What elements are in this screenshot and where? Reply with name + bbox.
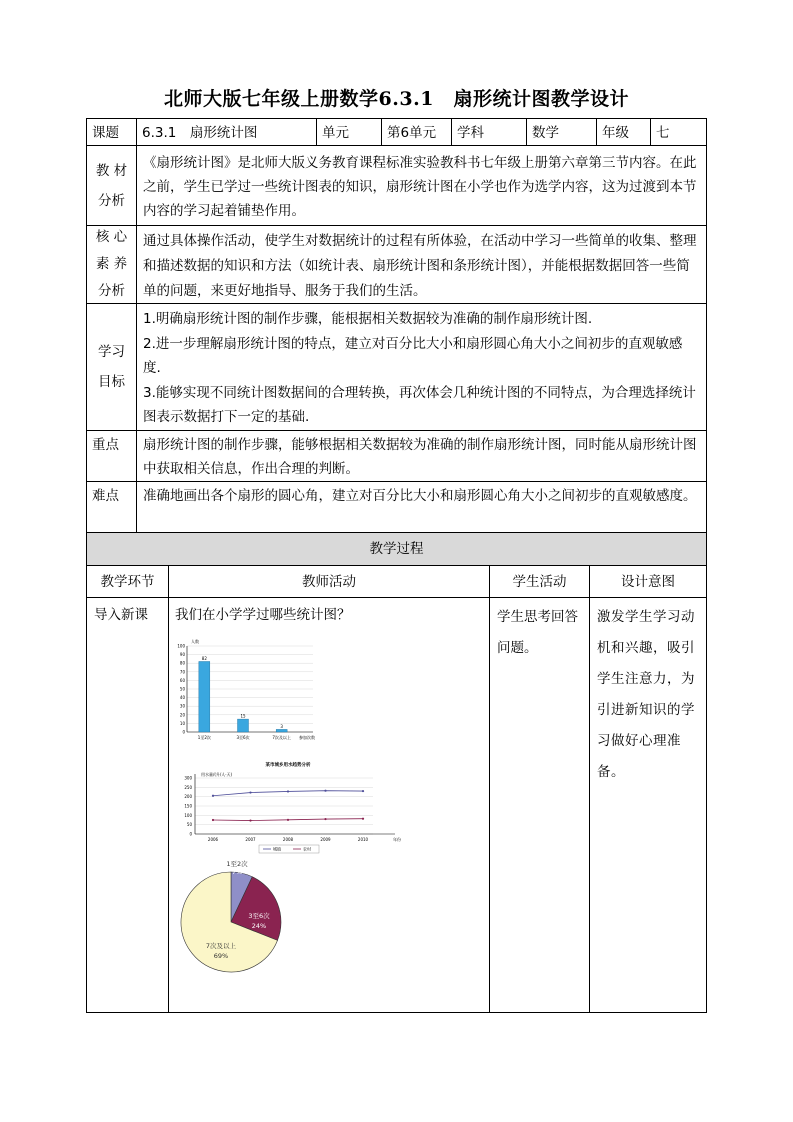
bar xyxy=(276,729,287,732)
bar-data-label: 3 xyxy=(280,723,283,729)
bar-ytick-label: 40 xyxy=(179,695,185,701)
bar-data-label: 15 xyxy=(240,713,246,719)
process-header: 教学过程 xyxy=(86,532,707,566)
bar xyxy=(238,719,249,732)
bar-ytick-label: 50 xyxy=(179,686,185,692)
pie-slice-percent: 7% xyxy=(231,868,243,876)
col-teacher: 教师活动 xyxy=(168,565,490,598)
intent-cell: 激发学生学习动机和兴趣，吸引学生注意力，为引进新知识的学习做好心理准备。 xyxy=(589,597,707,1013)
line-point xyxy=(324,818,326,820)
line-ytick-label: 300 xyxy=(184,775,192,781)
topic-label: 课题 xyxy=(86,118,137,146)
line-ytick-label: 200 xyxy=(184,794,192,800)
literacy-text: 通过具体操作活动，使学生对数据统计的过程有所体验，在活动中学习一些简单的收集、整理和描述数据的知识和方法（如统计表、扇形统计图和条形统计图），并能根据数据回答一些简单的问题，来更好地指导、服务于我们的生活。 xyxy=(136,225,707,304)
goal-item: 2.进一步理解扇形统计图的特点，建立对百分比大小和扇形圆心角大小之间初步的直观敏感度. xyxy=(143,335,683,376)
bar-ytick-label: 0 xyxy=(182,729,185,735)
bar-ytick-label: 100 xyxy=(177,643,185,649)
literacy-label: 核 心 素 养 分析 xyxy=(86,225,137,304)
goals-list xyxy=(136,303,707,431)
grade-label: 年级 xyxy=(596,118,651,146)
difficulty-label: 难点 xyxy=(86,481,137,533)
goals-label: 学习 目标 xyxy=(86,303,137,431)
subject-value: 数学 xyxy=(526,118,597,146)
goal-item: 1.明确扇形统计图的制作步骤，能根据相关数据较为准确的制作扇形统计图. xyxy=(143,311,593,327)
pie-slice-percent: 24% xyxy=(251,922,267,930)
col-intent: 设计意图 xyxy=(589,565,707,598)
bar-xlabel: 参加次数 xyxy=(299,735,315,740)
bar-ylabel: 人数 xyxy=(191,639,199,644)
teacher-question: 我们在小学学过哪些统计图？ xyxy=(175,607,351,623)
legend-label: 城镇 xyxy=(273,846,281,852)
line-ylabel: 用水量/(升/人·天) xyxy=(201,772,233,777)
line-point xyxy=(249,791,251,793)
line-xlabel: 年份 xyxy=(393,837,401,842)
subject-label: 学科 xyxy=(451,118,527,146)
student-cell: 学生思考回答问题。 xyxy=(489,597,590,1013)
difficulty-text: 准确地画出各个扇形的圆心角，建立对百分比大小和扇形圆心角大小之间初步的直观敏感度。 xyxy=(136,481,707,533)
bar-ytick-label: 90 xyxy=(179,652,185,658)
col-stage: 教学环节 xyxy=(86,565,169,598)
bar-ytick-label: 70 xyxy=(179,669,185,675)
line-xtick-label: 2010 xyxy=(357,837,369,842)
teacher-cell xyxy=(168,597,490,1013)
unit-value: 第6单元 xyxy=(381,118,452,146)
legend-label: 农村 xyxy=(303,846,311,852)
analysis-label: 教 材 分析 xyxy=(86,145,137,226)
line-point xyxy=(362,818,364,820)
analysis-text: 《扇形统计图》是北师大版义务教育课程标准实验教科书七年级上册第六章第三节内容。在此之前，学生已学过一些统计图表的知识，扇形统计图在小学也作为选学内容，这为过渡到本节内容的学习起着铺垫作用。 xyxy=(136,145,707,226)
unit-label: 单元 xyxy=(316,118,382,146)
line-point xyxy=(287,790,289,792)
line-point xyxy=(324,790,326,792)
bar-chart xyxy=(173,634,333,746)
bar-ytick-label: 30 xyxy=(179,703,185,709)
pie-slice-percent: 69% xyxy=(213,952,229,960)
line-xtick-label: 2009 xyxy=(320,837,331,842)
line-ytick-label: 250 xyxy=(184,784,192,790)
pie-slice-label: 7次及以上 xyxy=(205,942,237,950)
line-ytick-label: 50 xyxy=(186,822,192,828)
bar-ytick-label: 80 xyxy=(179,660,185,666)
line-point xyxy=(212,819,214,821)
line-xtick-label: 2008 xyxy=(282,837,294,842)
goal-item: 3.能够实现不同统计图数据间的合理转换，再次体会几种统计图的不同特点，为合理选择统计图表示数据打下一定的基础. xyxy=(143,384,696,425)
bar-category-label: 3至6次 xyxy=(236,735,250,740)
key-points-text: 扇形统计图的制作步骤，能够根据相关数据较为准确的制作扇形统计图，同时能从扇形统计图中获取相关信息，作出合理的判断。 xyxy=(136,430,707,482)
line-ytick-label: 0 xyxy=(189,831,192,837)
bar-category-label: 1至2次 xyxy=(197,735,211,740)
topic-value: 6.3.1 扇形统计图 xyxy=(136,118,317,146)
bar-ytick-label: 10 xyxy=(179,720,185,726)
pie-slice-label: 1至2次 xyxy=(226,860,248,868)
grade-value: 七 xyxy=(650,118,707,146)
bar xyxy=(199,661,210,732)
bar-category-label: 7次及以上 xyxy=(272,735,291,740)
bar-ytick-label: 20 xyxy=(179,712,185,718)
line-point xyxy=(212,795,214,797)
col-student: 学生活动 xyxy=(489,565,590,598)
line-title: 某市城乡用水趋势分析 xyxy=(265,763,311,768)
bar-data-label: 82 xyxy=(201,655,207,661)
line-ytick-label: 150 xyxy=(184,803,192,809)
pie-chart xyxy=(175,862,305,980)
bar-ytick-label: 60 xyxy=(179,677,185,683)
key-points-label: 重点 xyxy=(86,430,137,482)
line-ytick-label: 100 xyxy=(184,812,192,818)
stage-cell: 导入新课 xyxy=(86,597,169,1013)
line-chart xyxy=(173,760,403,855)
line-xtick-label: 2006 xyxy=(207,837,219,842)
line-point xyxy=(249,819,251,821)
line-xtick-label: 2007 xyxy=(245,837,256,842)
line-point xyxy=(362,790,364,792)
line-point xyxy=(287,819,289,821)
page-title: 北师大版七年级上册数学6.3.1 扇形统计图教学设计 xyxy=(164,88,629,110)
pie-slice-label: 3至6次 xyxy=(248,912,270,920)
